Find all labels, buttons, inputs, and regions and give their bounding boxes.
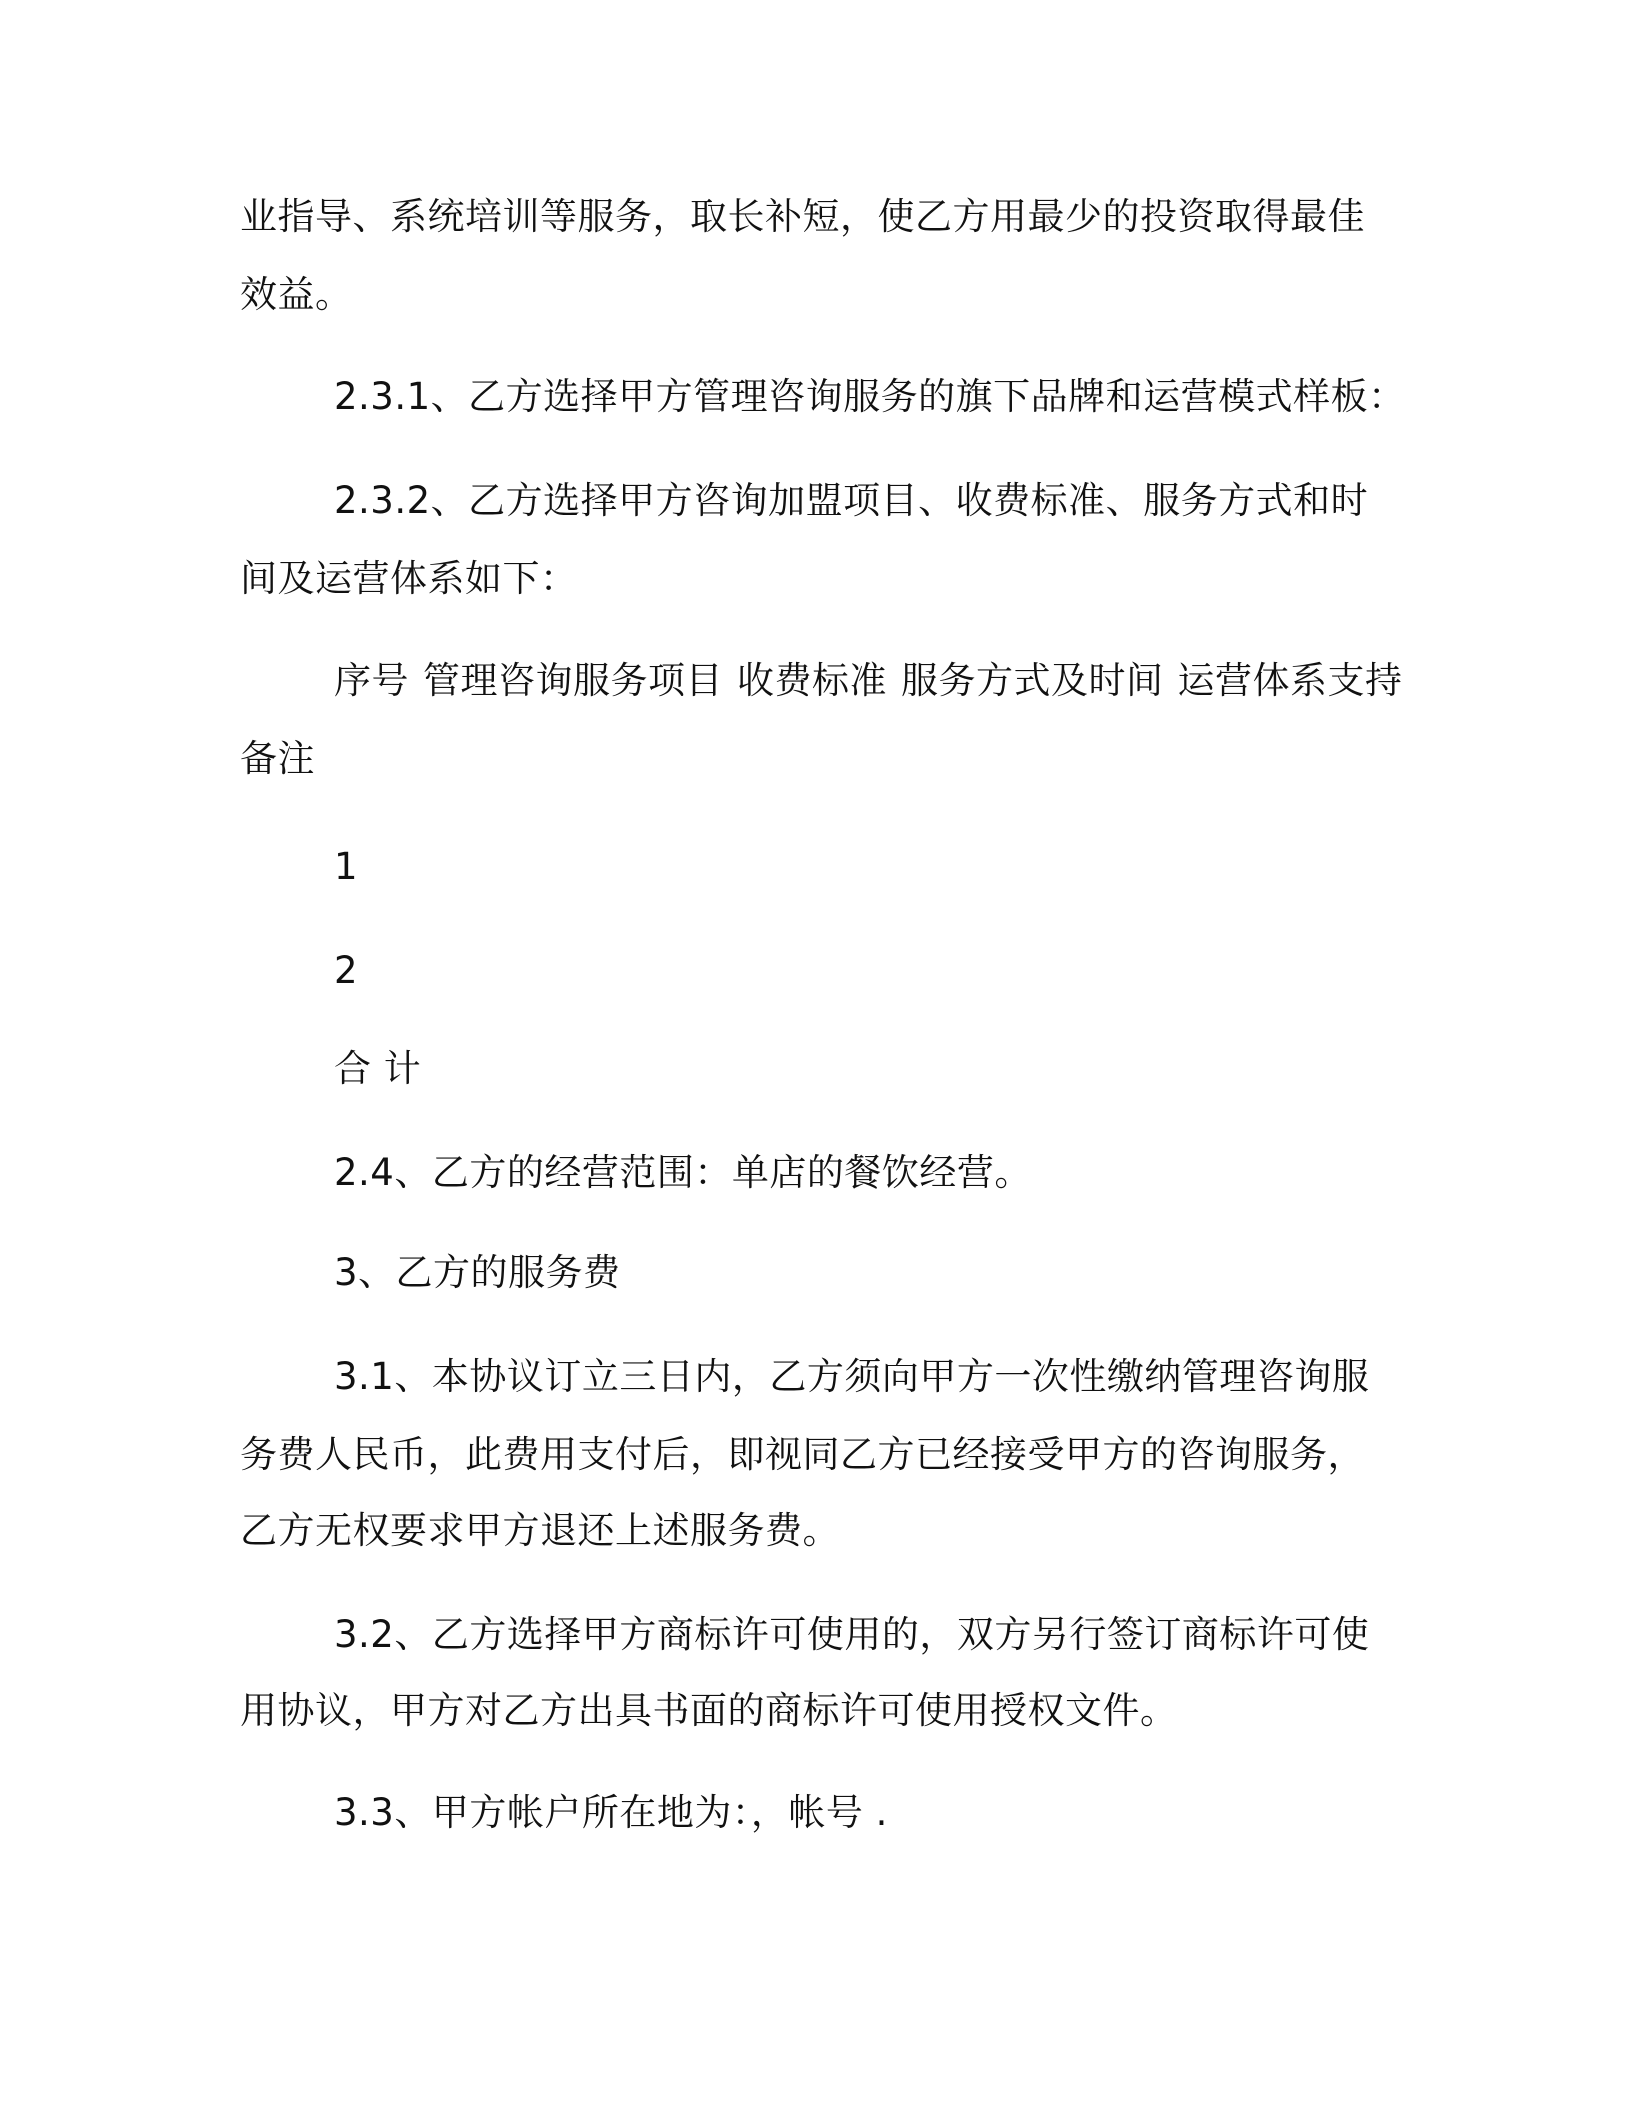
section-heading: 3、乙方的服务费 [334, 1251, 621, 1294]
text-line: 用协议，甲方对乙方出具书面的商标许可使用授权文件。 [240, 1689, 1178, 1732]
table-header-cell: 备注 [240, 737, 315, 780]
table-row-number: 2 [334, 949, 359, 992]
clause-2-4: 2.4、乙方的经营范围：单店的餐饮经营。 [334, 1151, 1032, 1194]
text-line: 间及运营体系如下： [240, 557, 578, 600]
text-line: 业指导、系统培训等服务，取长补短，使乙方用最少的投资取得最佳 [240, 195, 1365, 238]
table-header-cell: 服务方式及时间 [901, 659, 1164, 702]
text-line: 乙方无权要求甲方退还上述服务费。 [240, 1509, 840, 1552]
clause-3-3: 3.3、甲方帐户所在地为：，帐号 . [334, 1791, 888, 1834]
clause-3-1: 3.1、本协议订立三日内，乙方须向甲方一次性缴纳管理咨询服 [334, 1355, 1370, 1398]
clause-3-2: 3.2、乙方选择甲方商标许可使用的，双方另行签订商标许可使 [334, 1613, 1370, 1656]
table-header-cell: 运营体系支持 [1177, 659, 1403, 702]
table-header-cell: 管理咨询服务项目 [423, 659, 723, 702]
clause-2-3-2: 2.3.2、乙方选择甲方咨询加盟项目、收费标准、服务方式和时 [334, 479, 1369, 522]
table-header-row [334, 659, 1403, 702]
table-header-cell: 序号 [334, 659, 409, 702]
table-header-cell: 收费标准 [737, 659, 887, 702]
text-line: 务费人民币，此费用支付后，即视同乙方已经接受甲方的咨询服务， [240, 1433, 1365, 1476]
table-row-number: 1 [334, 845, 359, 888]
clause-2-3-1: 2.3.1、乙方选择甲方管理咨询服务的旗下品牌和运营模式样板： [334, 375, 1406, 418]
table-total-label: 合 计 [334, 1047, 422, 1090]
text-line: 效益。 [240, 273, 353, 316]
